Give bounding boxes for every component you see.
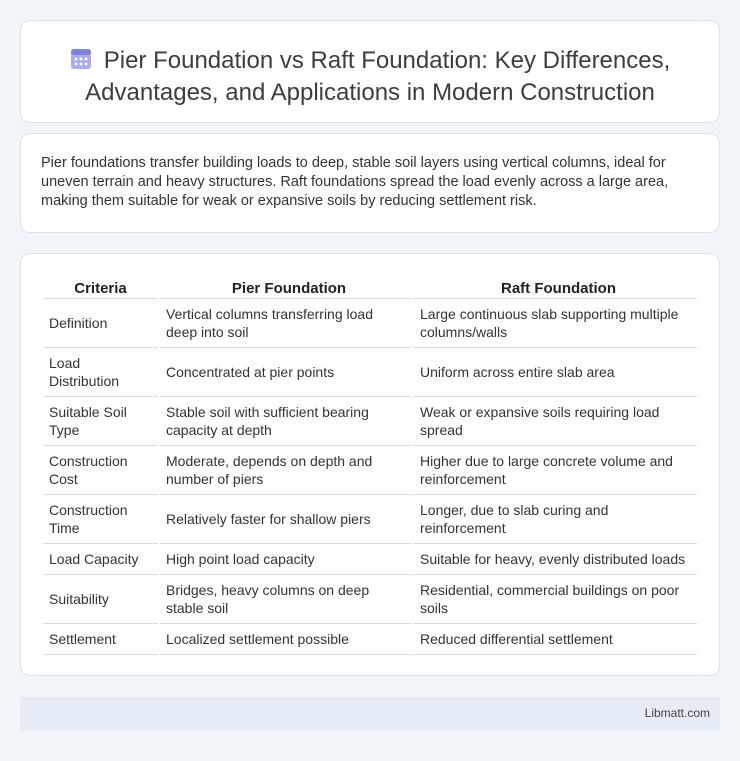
row-pier: Concentrated at pier points (160, 348, 412, 397)
page-title (21, 45, 719, 109)
table-header-row (43, 274, 697, 299)
row-criteria: Construction Time (43, 495, 158, 544)
row-raft: Longer, due to slab curing and reinforcement (414, 495, 697, 544)
row-raft: Residential, commercial buildings on poor soils (414, 575, 697, 624)
table-row (43, 348, 697, 397)
table-card (20, 253, 720, 676)
row-pier: High point load capacity (160, 544, 412, 575)
intro-text: Pier foundations transfer building loads to deep, stable soil layers using vertical columns, ideal for uneven terrain and heavy structures. Raft foundations spread the load evenly across a large area, making them suitable for weak or expansive soils by reducing settlement risk. (41, 155, 669, 209)
row-pier: Stable soil with sufficient bearing capacity at depth (160, 397, 412, 446)
footer (20, 697, 720, 730)
header-criteria: Criteria (43, 274, 158, 299)
header-raft: Raft Foundation (414, 274, 697, 299)
row-criteria: Definition (43, 299, 158, 348)
comparison-table (41, 274, 699, 655)
table-row (43, 397, 697, 446)
row-criteria: Load Distribution (43, 348, 158, 397)
table-row (43, 544, 697, 575)
row-raft: Higher due to large concrete volume and reinforcement (414, 446, 697, 495)
row-raft: Large continuous slab supporting multiple columns/walls (414, 299, 697, 348)
title-line-2: Advantages, and Applications in Modern Construction (85, 79, 655, 106)
footer-site-link[interactable]: Libmatt.com (644, 706, 710, 720)
header-pier: Pier Foundation (160, 274, 412, 299)
row-criteria: Load Capacity (43, 544, 158, 575)
table-row (43, 299, 697, 348)
row-raft: Uniform across entire slab area (414, 348, 697, 397)
row-pier: Moderate, depends on depth and number of piers (160, 446, 412, 495)
row-raft: Suitable for heavy, evenly distributed loads (414, 544, 697, 575)
title-line-1: Pier Foundation vs Raft Foundation: Key Differences, (103, 47, 671, 74)
table-row (43, 446, 697, 495)
row-criteria: Suitable Soil Type (43, 397, 158, 446)
table-row (43, 575, 697, 624)
table-row (43, 495, 697, 544)
table-row (43, 624, 697, 655)
row-criteria: Suitability (43, 575, 158, 624)
row-pier: Localized settlement possible (160, 624, 412, 655)
intro-card (20, 133, 720, 233)
row-raft: Reduced differential settlement (414, 624, 697, 655)
row-criteria: Construction Cost (43, 446, 158, 495)
row-pier: Relatively faster for shallow piers (160, 495, 412, 544)
calculator-icon (70, 48, 92, 70)
row-pier: Vertical columns transferring load deep into soil (160, 299, 412, 348)
row-pier: Bridges, heavy columns on deep stable soil (160, 575, 412, 624)
row-criteria: Settlement (43, 624, 158, 655)
title-card (20, 20, 720, 123)
row-raft: Weak or expansive soils requiring load spread (414, 397, 697, 446)
